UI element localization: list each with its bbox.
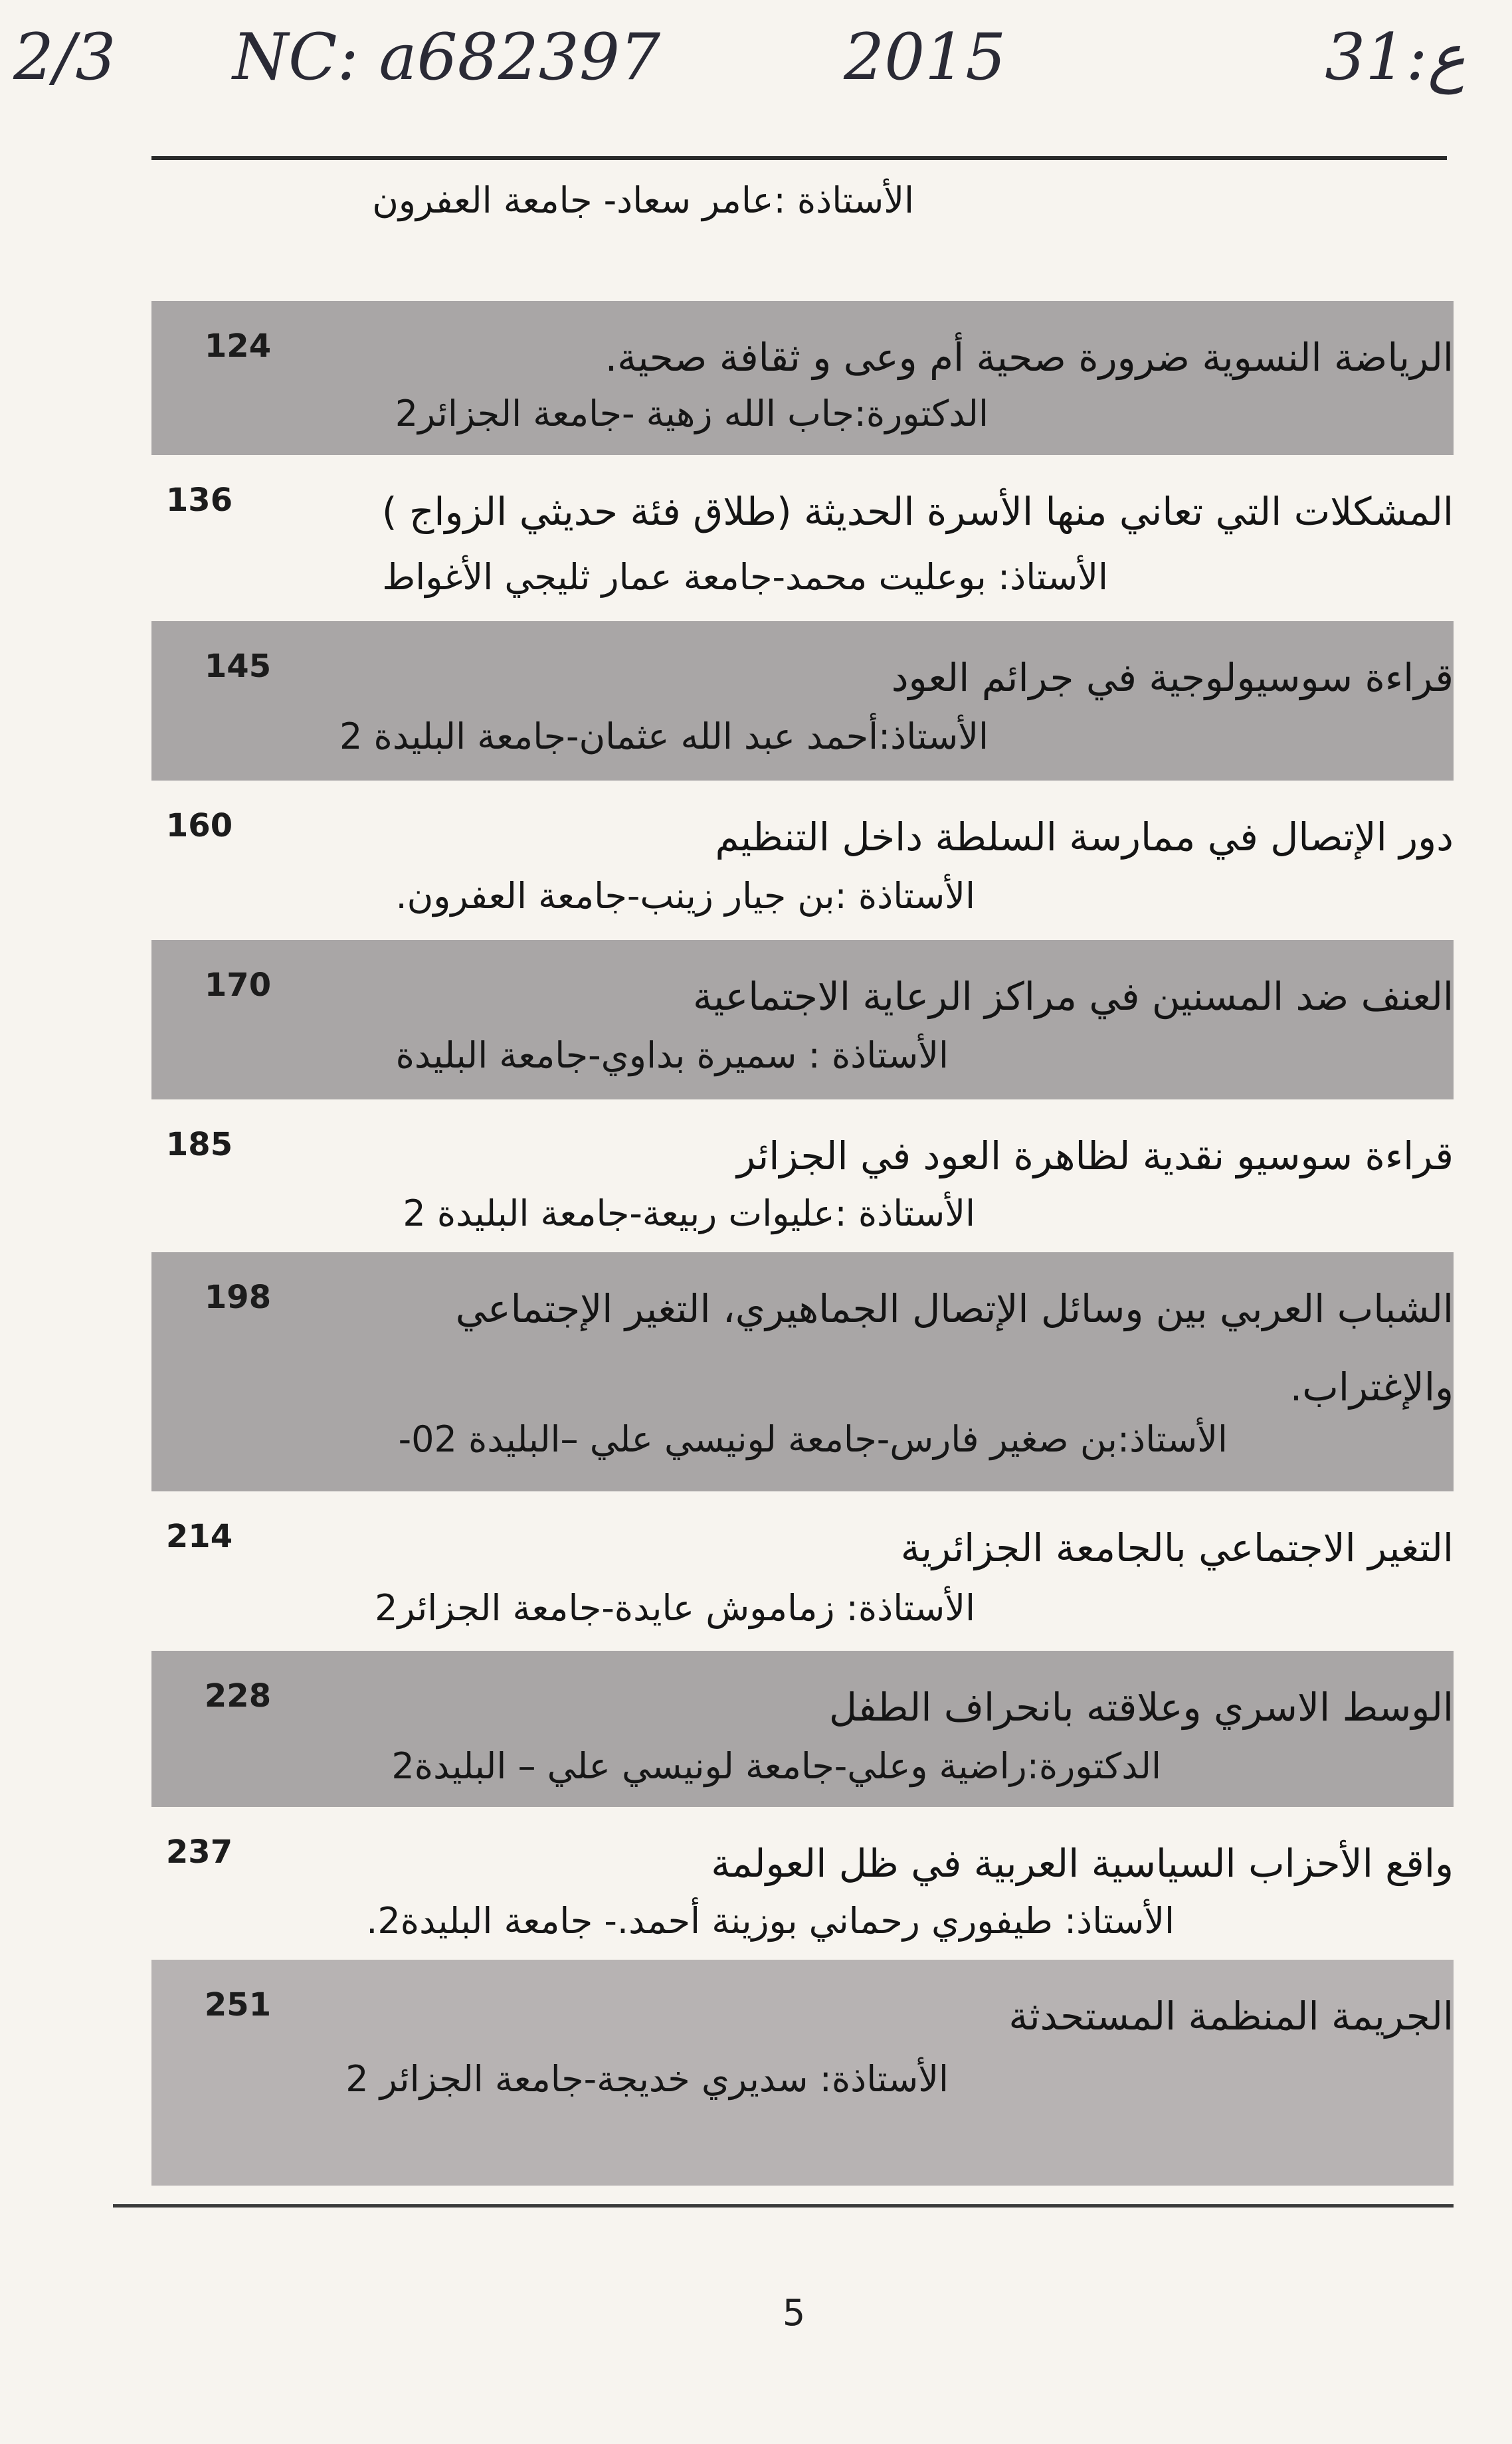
toc-entry[interactable]: [113, 1491, 1454, 1651]
bottom-rule: [113, 2204, 1454, 2208]
page-number: 251: [204, 1986, 272, 2023]
entry-title: المشكلات التي تعاني منها الأسرة الحديثة (طلاق فئة حديثي الزواج ): [381, 489, 1454, 534]
toc-entry[interactable]: [151, 301, 1454, 455]
entry-title: التغير الاجتماعي بالجامعة الجزائرية: [900, 1525, 1454, 1570]
entry-author: الأستاذة: سديري خديجة-جامعة الجزائر 2: [345, 2058, 949, 2100]
entry-author: الأستاذ: طيفوري رحماني بوزينة أحمد.- جامعة البليدة2.: [366, 1900, 1175, 1942]
entry-title: الرياضة النسوية ضرورة صحية أم وعى و ثقافة صحية.: [605, 335, 1454, 380]
toc-entry[interactable]: [151, 1252, 1454, 1491]
handwritten-fraction: 2/3: [13, 20, 116, 94]
entry-author: الأستاذ:بن صغير فارس-جامعة لونيسي علي –البليدة 02-: [398, 1418, 1228, 1460]
page-number: 124: [204, 328, 272, 365]
page-number: 237: [165, 1833, 233, 1871]
entry-author: الدكتورة:راضية وعلي-جامعة لونيسي علي – البليدة2: [391, 1745, 1161, 1787]
page-folio: 5: [782, 2292, 806, 2334]
toc-entry[interactable]: [113, 1099, 1454, 1252]
entry-title: الشباب العربي بين وسائل الإتصال الجماهيري، التغير الإجتماعي والإغتراب.: [455, 1286, 1454, 1410]
toc-entry[interactable]: [151, 1960, 1454, 2186]
handwritten-issue: ع:31: [1325, 20, 1465, 94]
entry-author: الأستاذ: بوعليت محمد-جامعة عمار ثليجي الأغواط: [382, 556, 1108, 598]
toc-entry[interactable]: [113, 455, 1454, 621]
entry-title: العنف ضد المسنين في مراكز الرعاية الاجتماعية: [693, 974, 1454, 1019]
page-number: 160: [165, 807, 233, 844]
entry-author: الأستاذة :عليوات ربيعة-جامعة البليدة 2: [403, 1192, 975, 1234]
entry-title: قراءة سوسيو نقدية لظاهرة العود في الجزائر: [737, 1133, 1454, 1178]
toc-entry[interactable]: [151, 621, 1454, 781]
page-number: 170: [204, 967, 272, 1004]
page-number: 198: [204, 1279, 272, 1316]
entry-author: الأستاذة : سميرة بداوي-جامعة البليدة: [395, 1034, 949, 1076]
page-number: 214: [165, 1518, 233, 1555]
handwritten-year: 2015: [844, 20, 1006, 94]
toc-entry[interactable]: [113, 1807, 1454, 1960]
handwritten-nc-number: NC: a682397: [233, 20, 661, 94]
entry-title: الجريمة المنظمة المستحدثة: [1008, 1994, 1454, 2039]
entry-author: الأستاذة :بن جيار زينب-جامعة العفرون.: [395, 875, 975, 917]
page-number: 228: [204, 1677, 272, 1715]
entry-author: الأستاذ:أحمد عبد الله عثمان-جامعة البليدة 2: [339, 715, 989, 757]
entry-title: واقع الأحزاب السياسية العربية في ظل العولمة: [711, 1841, 1454, 1886]
toc-entry[interactable]: [113, 781, 1454, 940]
top-rule: [151, 156, 1447, 160]
entry-author: الأستاذة: زماموش عايدة-جامعة الجزائر2: [375, 1587, 975, 1629]
entry-title: قراءة سوسيولوجية في جرائم العود: [891, 655, 1454, 700]
entry-title: دور الإتصال في ممارسة السلطة داخل التنظيم: [715, 814, 1454, 860]
entry-author: الدكتورة:جاب الله زهية -جامعة الجزائر2: [395, 393, 989, 434]
toc-entry[interactable]: [151, 1651, 1454, 1807]
page-number: 136: [165, 482, 233, 519]
first-author: الأستاذة :عامر سعاد- جامعة العفرون: [372, 179, 914, 221]
page-number: 145: [204, 648, 272, 685]
toc-entry[interactable]: [151, 940, 1454, 1099]
entry-title: الوسط الاسري وعلاقته بانحراف الطفل: [828, 1685, 1454, 1730]
page-number: 185: [165, 1126, 233, 1163]
